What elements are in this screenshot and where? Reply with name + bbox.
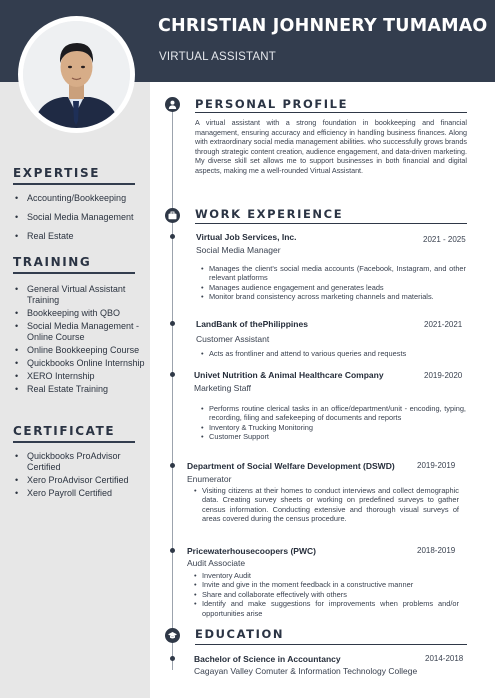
job-duty: • Invite and give in the moment feedback in a constructive manner (193, 580, 459, 589)
job-duty: • Share and collaborate effectively with others (193, 590, 459, 599)
job-position: Social Media Manager (196, 245, 281, 255)
job-duty: • Performs routine clerical tasks in an office/department/unit - encoding, typing, recording, filing and safekeeping of documents and reports (200, 404, 466, 423)
job-duty: • Manages audience engagement and generates leads (200, 283, 466, 292)
job-dates: 2019-2020 (424, 371, 463, 380)
job-company: Univet Nutrition & Animal Healthcare Company (194, 370, 384, 380)
timeline-dot (170, 372, 175, 377)
timeline-dot (170, 548, 175, 553)
job-position: Enumerator (187, 474, 232, 484)
job-position: Customer Assistant (196, 334, 270, 344)
work-divider (195, 223, 467, 224)
education-divider (195, 644, 467, 645)
expertise-list (14, 193, 146, 244)
job-dates: 2021-2021 (424, 320, 463, 329)
job-position: Marketing Staff (194, 383, 252, 393)
profile-summary: A virtual assistant with a strong foundation in bookkeeping and financial management, ensuring accuracy and efficiency in handling business finances. Along with extraordinary social media management abilities. who successfully grows brands through strategic content creation, audience engagement, and data-driven marketing. My diverse skill set allows me to support businesses in both financial and digital aspects, making me a well-rounded Virtual Assistant. (195, 118, 467, 175)
person-icon (165, 97, 180, 112)
job-dates: 2019-2019 (417, 461, 456, 470)
job-duties (200, 264, 466, 302)
timeline-dot (170, 656, 175, 661)
graduation-cap-icon (165, 628, 180, 643)
job-duty: • Monitor brand consistency across marketing channels and materials. (200, 292, 466, 301)
job-company: Virtual Job Services, Inc. (196, 232, 297, 242)
work-heading: WORK EXPERIENCE (195, 207, 344, 221)
job-duties (200, 404, 466, 442)
training-item: • General Virtual Assistant Training (14, 284, 146, 306)
certificate-item: • Xero Payroll Certified (14, 488, 146, 499)
job-duty: • Visiting citizens at their homes to conduct interviews and collect demographic data. Creating survey sheets or working on predefined surveys to gather census information. Conducting extensive and thorough visual surveys of areas covered during the census procedure. (193, 486, 459, 524)
job-position: Audit Associate (187, 558, 246, 568)
job-duties (193, 571, 459, 618)
education-dates: 2014-2018 (425, 654, 464, 663)
job-company: Pricewaterhousecoopers (PWC) (187, 546, 316, 556)
training-divider (13, 272, 135, 274)
job-company: LandBank of thePhilippines (196, 319, 308, 329)
job-company: Department of Social Welfare Development (DSWD) (187, 461, 395, 471)
education-degree: Bachelor of Science in Accountancy (194, 654, 341, 664)
job-duties (200, 349, 466, 358)
job-duty: • Manages the client's social media accounts (Facebook, Instagram, and other relevant platforms (200, 264, 466, 283)
training-list (14, 284, 146, 397)
job-duty: • Inventory & Trucking Monitoring (200, 423, 466, 432)
job-duty: • Identify and make suggestions for improvements when problems and/or opportunities arise (193, 599, 459, 618)
training-item: • Online Bookkeeping Course (14, 345, 146, 356)
certificate-heading: CERTIFICATE (13, 424, 116, 438)
education-school: Cagayan Valley Comuter & Information Technology College (194, 666, 418, 676)
expertise-divider (13, 183, 135, 185)
training-item: • Real Estate Training (14, 384, 146, 395)
candidate-name: CHRISTIAN JOHNNERY TUMAMAO (158, 16, 488, 36)
expertise-item: • Accounting/Bookkeeping (14, 193, 146, 204)
profile-heading: PERSONAL PROFILE (195, 97, 349, 111)
job-duty: • Acts as frontliner and attend to various queries and requests (200, 349, 466, 358)
training-item: • Quickbooks Online Internship (14, 358, 146, 369)
job-duty: • Inventory Audit (193, 571, 459, 580)
expertise-item: • Real Estate (14, 231, 146, 242)
candidate-role: VIRTUAL ASSISTANT (159, 51, 276, 63)
expertise-heading: EXPERTISE (13, 166, 101, 180)
certificate-list (14, 451, 146, 501)
expertise-item: • Social Media Management (14, 212, 146, 223)
job-dates: 2018-2019 (417, 546, 456, 555)
timeline-dot (170, 321, 175, 326)
profile-divider (195, 112, 467, 113)
training-item: • XERO Internship (14, 371, 146, 382)
timeline-dot (170, 463, 175, 468)
training-heading: TRAINING (13, 255, 92, 269)
certificate-item: • Quickbooks ProAdvisor Certified (14, 451, 146, 473)
training-item: • Bookkeeping with QBO (14, 308, 146, 319)
profile-photo (23, 21, 130, 128)
education-heading: EDUCATION (195, 627, 285, 641)
job-dates: 2021 - 2025 (423, 235, 466, 244)
certificate-divider (13, 441, 135, 443)
timeline-dot (170, 234, 175, 239)
certificate-item: • Xero ProAdvisor Certified (14, 475, 146, 486)
job-duty: • Customer Support (200, 432, 466, 441)
briefcase-icon (165, 208, 180, 223)
job-duties (193, 486, 459, 524)
training-item: • Social Media Management - Online Course (14, 321, 146, 343)
timeline-line (172, 104, 173, 670)
